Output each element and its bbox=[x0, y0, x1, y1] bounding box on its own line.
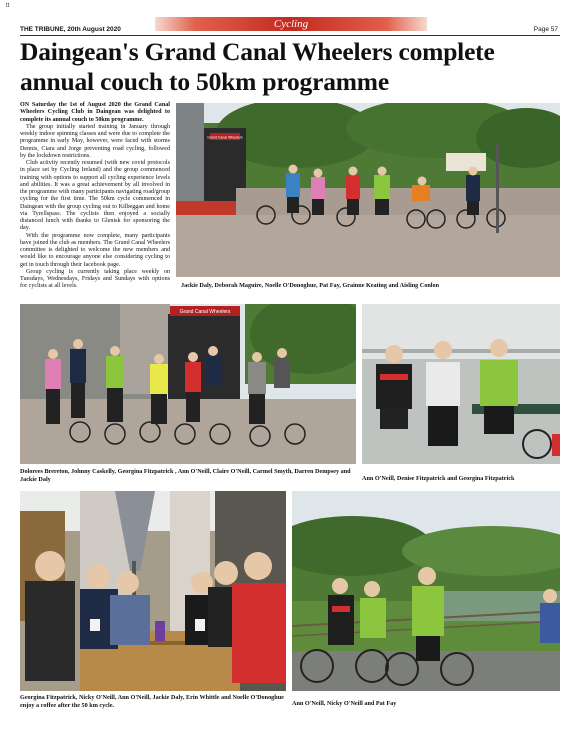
sign-text: Grand Canal Wheelers bbox=[207, 135, 243, 140]
sign-text: Grand Canal Wheelers bbox=[179, 309, 231, 315]
photo-middle-left bbox=[20, 304, 356, 464]
corner-mark: tt bbox=[6, 3, 10, 9]
photo-bottom-left bbox=[20, 491, 286, 691]
caption-bottom-left: Georgina Fitzpatrick, Nicky O'Neill, Ann O'Neill, Jackie Daly, Erin Whittle and Noelle O'Donoghue enjoy a coffee after the 50 km cycle. bbox=[20, 694, 284, 709]
caption-middle-right: Ann O'Neill, Denise Fitzpatrick and Georgina Fitzpatrick bbox=[362, 475, 515, 482]
page-number: Page 57 bbox=[533, 26, 558, 33]
paragraph: Club activity recently resumed (with new covid protocols in place set by Cycling Ireland) and the group commenced training with options to support all cycling experience levels and abilities. It was a great achievement by all involved in the programme with many participants navigating road/group cycling for the first time. The 50km cycle commenced in Daingean with the group cycling out to Kilbeggan and home via Tyrellspass. The cyclists then enjoyed a socially distanced lunch with thanks to Glenisk for sponsoring the day. bbox=[20, 160, 170, 232]
photo-middle-right bbox=[362, 304, 560, 464]
paragraph: Group cycling is currently taking place weekly on Tuesdays, Wednesdays, Fridays and Sundays with options for cyclists at all levels. bbox=[20, 268, 170, 290]
section-banner: Cycling bbox=[155, 17, 427, 31]
paragraph: The group initially started training in January through weekly indoor spinning classes and were due to complete the programme in early May, however, were faced with storms Dennis, Ciara and Jorge preventing road cycling, followed by the lockdown restrictions. bbox=[20, 123, 170, 159]
headline: Daingean's Grand Canal Wheelers complete annual couch to 50km programme bbox=[20, 37, 495, 96]
header-rule bbox=[20, 35, 560, 36]
paragraph: With the programme now complete, many participants have joined the club as members. The Grand Canal Wheelers committee is delighted to welcome the new members and would like to encourage anyone else considering cycling to get in touch through their facebook page. bbox=[20, 232, 170, 268]
publication-date: THE TRIBUNE, 20th August 2020 bbox=[20, 26, 121, 33]
paragraph: ON Saturday the 1st of August 2020 the Grand Canal Wheelers Cycling Club in Daingean was delighted to complete its annual couch to 50km programme. bbox=[20, 102, 170, 123]
caption-top: Jackie Daly, Deborah Maguire, Noelle O'Donoghue, Pat Fay, Grainne Keating and Aisling Conlon bbox=[181, 282, 440, 289]
caption-middle-left: Dolorees Brereton, Johnny Caskelly, Georgina Fitzpatrick , Ann O'Neill, Claire O'Neill, Carmel Smyth, Darren Dempsey and Jackie Daly bbox=[20, 468, 351, 483]
photo-bottom-right bbox=[292, 491, 560, 691]
article-body bbox=[20, 102, 170, 291]
photo-top bbox=[176, 103, 560, 277]
caption-bottom-right: Ann O'Neill, Nicky O'Neill and Pat Fay bbox=[292, 700, 397, 707]
